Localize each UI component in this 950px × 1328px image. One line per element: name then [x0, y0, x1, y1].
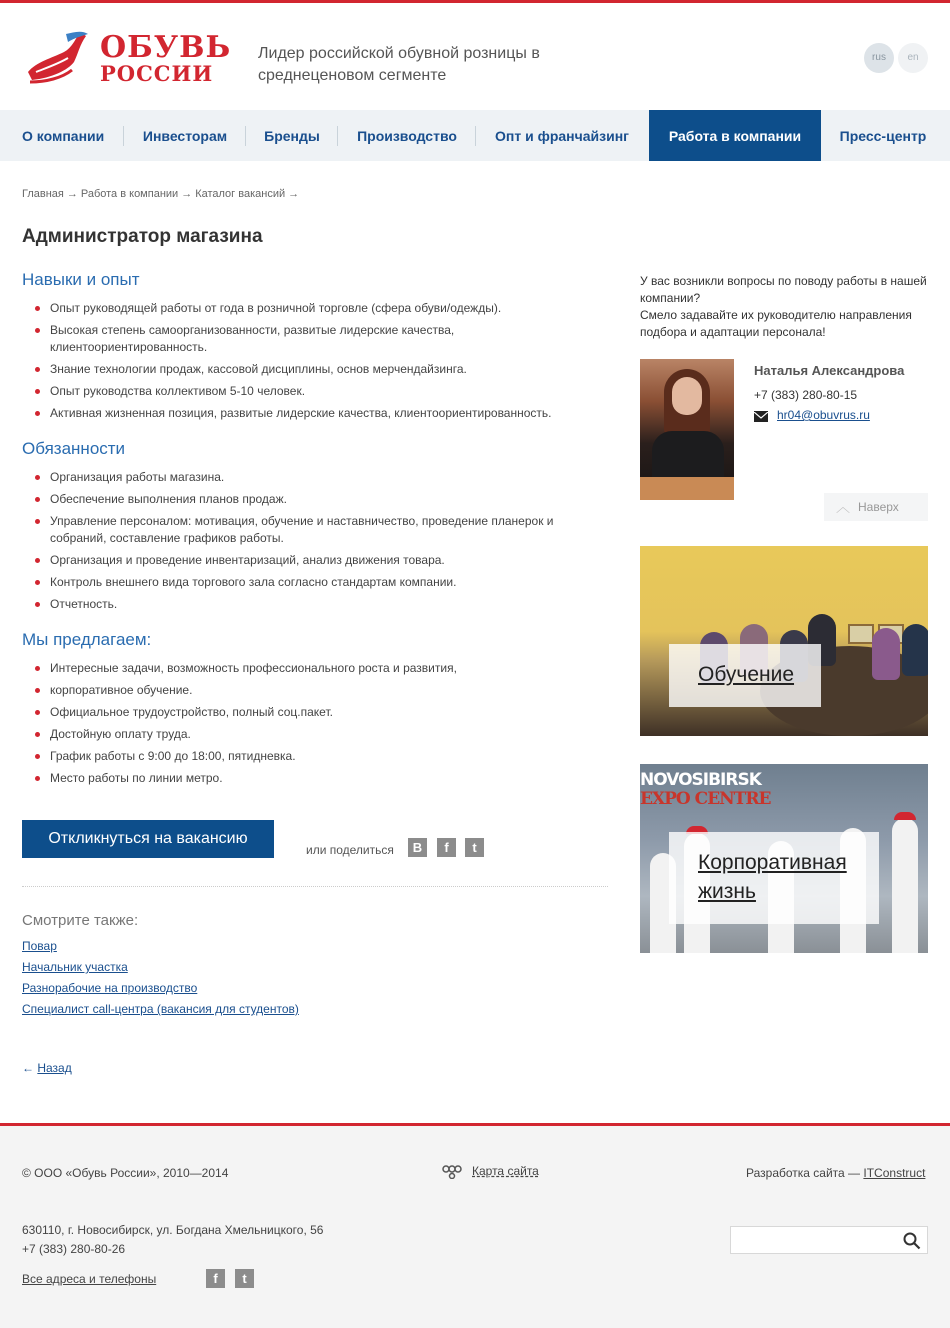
- bullet-icon: [35, 710, 40, 715]
- promo-corporate-life[interactable]: [640, 764, 928, 953]
- contact-name: Наталья Александрова: [754, 363, 905, 378]
- list-item: Активная жизненная позиция, развитые лидерские качества, клиентоориентированность.: [22, 405, 582, 422]
- bullet-icon: [35, 688, 40, 693]
- vk-icon[interactable]: В: [408, 838, 427, 857]
- back-link[interactable]: [22, 1061, 72, 1075]
- arrow-right-icon: →: [288, 188, 300, 200]
- hr-question: [640, 273, 930, 341]
- offer-heading: Мы предлагаем:: [22, 630, 152, 649]
- phone: +7 (383) 280-80-26: [22, 1242, 126, 1256]
- duties-list: [22, 469, 582, 618]
- logo-text-line2: РОССИИ: [100, 61, 214, 86]
- see-also-link[interactable]: Начальник участка: [22, 960, 128, 974]
- search-icon[interactable]: [903, 1232, 921, 1250]
- search-input[interactable]: [735, 1230, 895, 1250]
- logo-text-line1: ОБУВЬ: [100, 30, 232, 65]
- nav-item-press[interactable]: Пресс-центр: [839, 128, 927, 144]
- list-item: Опыт руководящей работы от года в розничной торговле (сфера обуви/одежды).: [22, 300, 582, 317]
- share-label: или поделиться: [306, 843, 394, 857]
- chevron-up-icon: ︿: [836, 499, 850, 515]
- list-item: Организация и проведение инвентаризаций, анализ движения товара.: [22, 552, 582, 569]
- promo-training-label: Обучение: [669, 644, 821, 707]
- bullet-icon: [35, 475, 40, 480]
- bullet-icon: [35, 306, 40, 311]
- list-item: Достойную оплату труда.: [22, 726, 582, 743]
- bullet-icon: [35, 497, 40, 502]
- breadcrumb-home[interactable]: Главная: [22, 188, 64, 200]
- bullet-icon: [35, 754, 40, 759]
- page-title: Администратор магазина: [22, 226, 263, 247]
- list-item: Высокая степень самоорганизованности, развитые лидерские качества, клиентоориентированность.: [22, 322, 582, 356]
- all-addresses-link[interactable]: Все адреса и телефоны: [22, 1272, 157, 1286]
- offer-list: [22, 660, 582, 792]
- mail-icon: [754, 411, 768, 421]
- main-nav: [0, 110, 950, 161]
- list-item: Опыт руководства коллективом 5-10 человек.: [22, 383, 582, 400]
- bullet-icon: [35, 776, 40, 781]
- list-item: Управление персоналом: мотивация, обучение и наставничество, проведение планерок и собраний, составление графиков работы.: [22, 513, 582, 547]
- sitemap-icon: [442, 1165, 462, 1179]
- list-item: Место работы по линии метро.: [22, 770, 582, 787]
- lang-rus-button[interactable]: rus: [864, 43, 894, 73]
- list-item: корпоративное обучение.: [22, 682, 582, 699]
- breadcrumb-careers[interactable]: Работа в компании: [80, 188, 179, 200]
- nav-item-investors[interactable]: Инвесторам: [142, 128, 228, 144]
- promo-corporate-life-label: Корпоративная жизнь: [669, 832, 879, 924]
- nav-divider: [123, 126, 124, 146]
- bullet-icon: [35, 519, 40, 524]
- arrow-right-icon: →: [66, 188, 78, 200]
- see-also-heading: Смотрите также:: [22, 912, 139, 929]
- address: 630110, г. Новосибирск, ул. Богдана Хмельницкого, 56: [22, 1223, 324, 1237]
- developer-credit: Разработка сайта — ITConstruct: [746, 1166, 926, 1180]
- header: [0, 3, 950, 110]
- back-link-label: Назад: [37, 1061, 72, 1075]
- nav-item-about[interactable]: О компании: [22, 128, 105, 144]
- bullet-icon: [35, 389, 40, 394]
- list-item: Интересные задачи, возможность профессионального роста и развития,: [22, 660, 582, 677]
- facebook-icon[interactable]: f: [437, 838, 456, 857]
- bullet-icon: [35, 602, 40, 607]
- see-also-link[interactable]: Разнорабочие на производство: [22, 981, 198, 995]
- hr-prompt-text: Смело задавайте их руководителю направления подбора и адаптации персонала!: [640, 308, 912, 339]
- nav-item-careers[interactable]: Работа в компании: [649, 110, 821, 161]
- bullet-icon: [35, 580, 40, 585]
- breadcrumb-vacancies[interactable]: Каталог вакансий: [195, 188, 286, 200]
- arrow-right-icon: →: [181, 188, 193, 200]
- list-item: Знание технологии продаж, кассовой дисциплины, основ мерчендайзинга.: [22, 361, 582, 378]
- nav-divider: [245, 126, 246, 146]
- apply-button[interactable]: Откликнуться на вакансию: [22, 820, 274, 858]
- scroll-to-top-label: Наверх: [858, 500, 899, 514]
- contact-phone: +7 (383) 280-80-15: [754, 388, 858, 402]
- bullet-icon: [35, 732, 40, 737]
- list-item: Обеспечение выполнения планов продаж.: [22, 491, 582, 508]
- nav-item-brands[interactable]: Бренды: [264, 128, 320, 144]
- nav-item-wholesale[interactable]: Опт и франчайзинг: [494, 128, 629, 144]
- lang-en-button[interactable]: en: [898, 43, 928, 73]
- search-box: [730, 1226, 928, 1254]
- copyright: © ООО «Обувь России», 2010—2014: [22, 1166, 229, 1180]
- logo[interactable]: [22, 28, 232, 88]
- divider: [22, 886, 608, 887]
- promo-training[interactable]: [640, 546, 928, 736]
- bullet-icon: [35, 328, 40, 333]
- bullet-icon: [35, 411, 40, 416]
- arrow-left-icon: ←: [22, 1061, 34, 1075]
- nav-divider: [337, 126, 338, 146]
- list-item: График работы с 9:00 до 18:00, пятидневка.: [22, 748, 582, 765]
- developer-link[interactable]: ITConstruct: [863, 1166, 926, 1180]
- nav-item-production[interactable]: Производство: [357, 128, 457, 144]
- skills-list: [22, 300, 582, 427]
- shoe-logo-icon: [22, 28, 100, 88]
- see-also-link[interactable]: Повар: [22, 939, 57, 953]
- promo-sign-text: EXPO CENTRE: [640, 789, 771, 809]
- sitemap-link[interactable]: [442, 1164, 539, 1179]
- list-item: Официальное трудоустройство, полный соц.пакет.: [22, 704, 582, 721]
- promo-sign-text: NOVOSIBIRSK: [640, 770, 761, 790]
- bullet-icon: [35, 367, 40, 372]
- skills-heading: Навыки и опыт: [22, 270, 140, 289]
- footer: [0, 1123, 950, 1328]
- hr-question-text: У вас возникли вопросы по поводу работы в нашей компании?: [640, 274, 927, 305]
- list-item: Контроль внешнего вида торгового зала согласно стандартам компании.: [22, 574, 582, 591]
- address-block: [22, 1221, 323, 1259]
- see-also-link[interactable]: Специалист call-центра (вакансия для студентов): [22, 1002, 299, 1016]
- sitemap-label: Карта сайта: [472, 1164, 539, 1178]
- contact-photo: [640, 359, 734, 500]
- bullet-icon: [35, 666, 40, 671]
- tagline: Лидер российской обувной розницы в среднеценовом сегменте: [258, 45, 540, 84]
- twitter-icon[interactable]: t: [235, 1269, 254, 1288]
- facebook-icon[interactable]: f: [206, 1269, 225, 1288]
- breadcrumb: [22, 188, 302, 200]
- bullet-icon: [35, 558, 40, 563]
- list-item: Отчетность.: [22, 596, 582, 613]
- list-item: Организация работы магазина.: [22, 469, 582, 486]
- scroll-to-top-button[interactable]: [824, 493, 928, 521]
- twitter-icon[interactable]: t: [465, 838, 484, 857]
- nav-divider: [475, 126, 476, 146]
- contact-email-link[interactable]: hr04@obuvrus.ru: [777, 408, 870, 422]
- duties-heading: Обязанности: [22, 439, 126, 458]
